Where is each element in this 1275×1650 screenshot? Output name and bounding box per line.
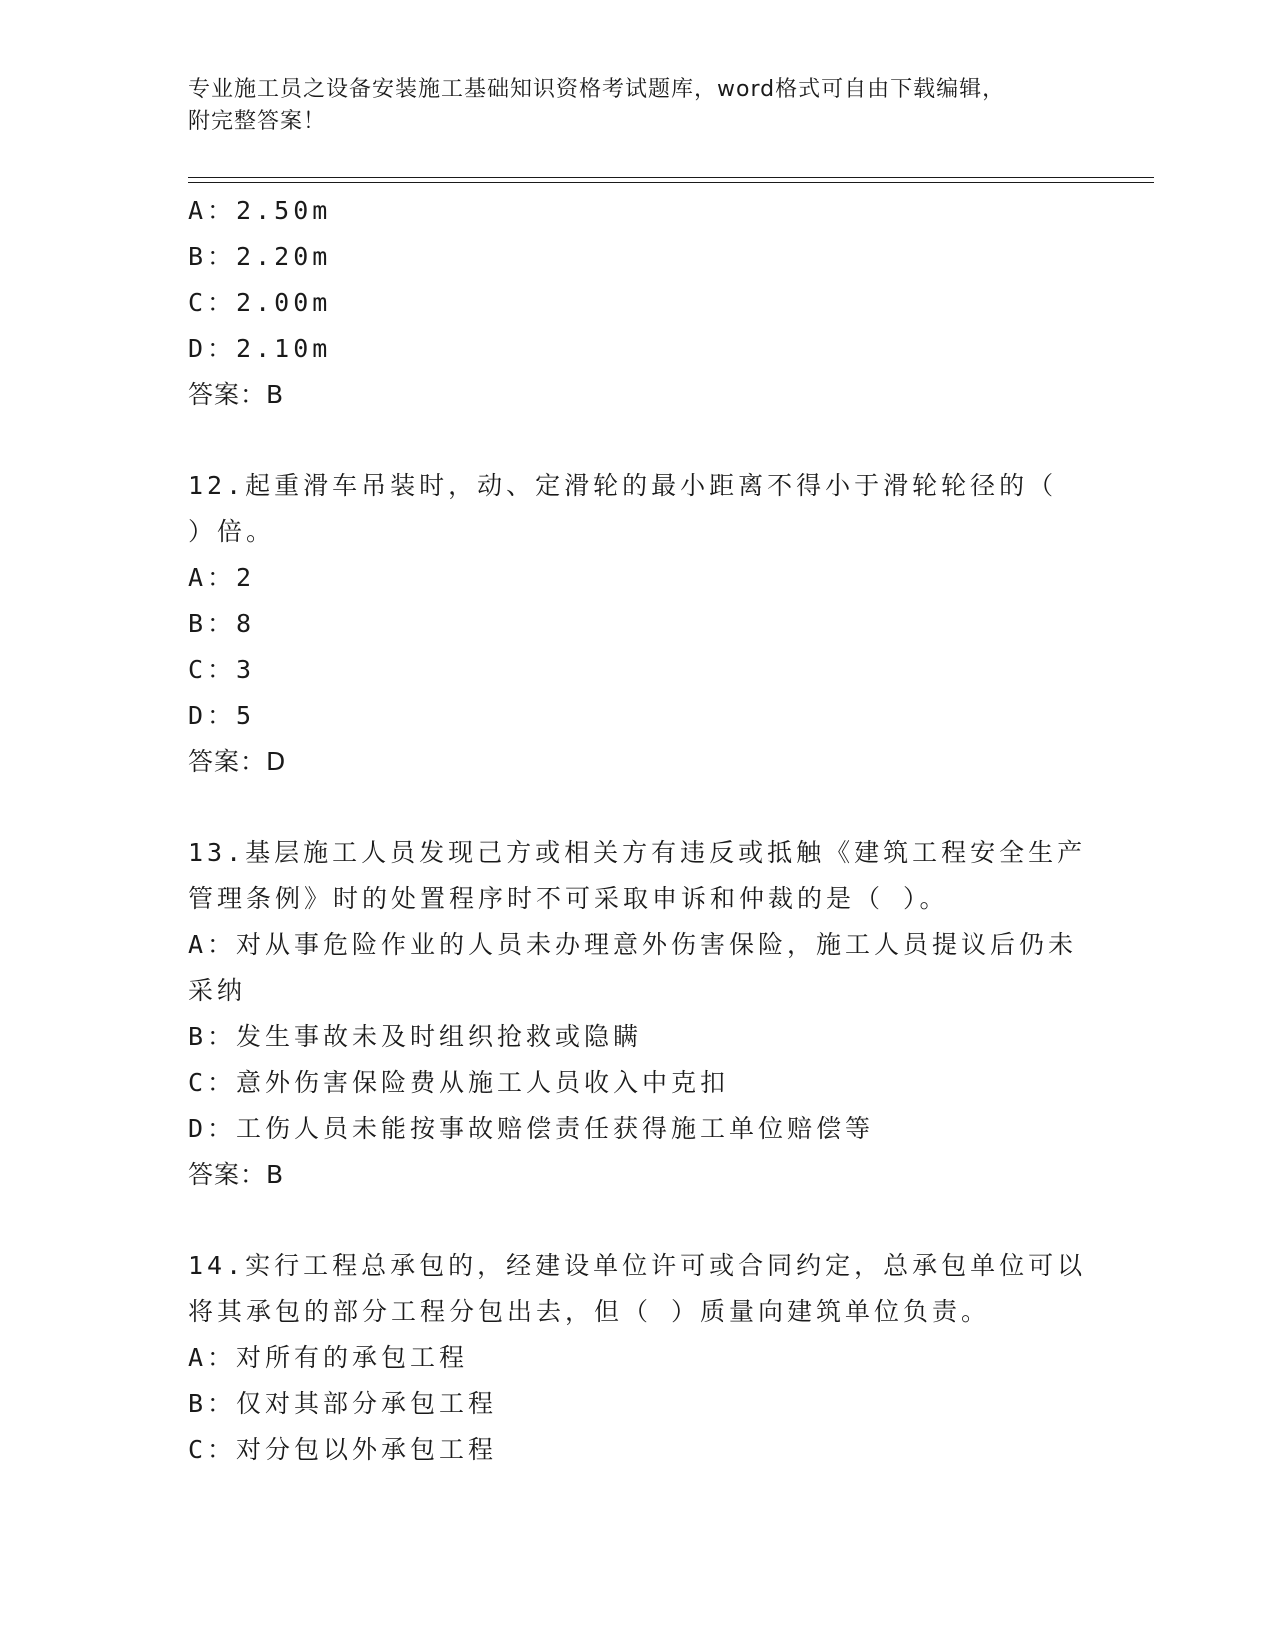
answer-line: 答案：B: [188, 1160, 285, 1189]
question-14-block: [188, 1243, 1088, 1473]
option-a: A：2: [188, 563, 256, 592]
question-13-block: [188, 830, 1088, 1198]
document-header: [188, 74, 1088, 138]
question-stem-line: 将其承包的部分工程分包出去，但（ ）质量向建筑单位负责。: [188, 1297, 991, 1326]
option-c: C：2.00m: [188, 288, 332, 317]
answer-line: 答案：D: [188, 747, 287, 776]
spacer: [188, 1198, 1088, 1243]
option-b: B：2.20m: [188, 242, 332, 271]
option-a: A：对所有的承包工程: [188, 1343, 469, 1372]
option-d: D：5: [188, 701, 256, 730]
question-stem-line: 管理条例》时的处置程序时不可采取申诉和仲裁的是（ ）。: [188, 884, 949, 913]
spacer: [188, 785, 1088, 830]
option-b: B：发生事故未及时组织抢救或隐瞒: [188, 1022, 643, 1051]
question-content: [188, 188, 1088, 1473]
answer-line: 答案：B: [188, 380, 285, 409]
question-stem-line: 14.实行工程总承包的，经建设单位许可或合同约定，总承包单位可以: [188, 1251, 1087, 1280]
option-d: D：2.10m: [188, 334, 332, 363]
option-a: A：2.50m: [188, 196, 332, 225]
question-12-block: [188, 463, 1088, 785]
question-stem-line: 13.基层施工人员发现己方或相关方有违反或抵触《建筑工程安全生产: [188, 838, 1087, 867]
header-divider-top: [188, 177, 1154, 178]
option-c: C：意外伤害保险费从施工人员收入中克扣: [188, 1068, 730, 1097]
option-a-continued: 采纳: [188, 976, 247, 1005]
option-c: C：对分包以外承包工程: [188, 1435, 498, 1464]
header-line-2: 附完整答案！: [188, 109, 327, 134]
spacer: [188, 418, 1088, 463]
option-b: B：8: [188, 609, 256, 638]
question-11-block: [188, 188, 1088, 418]
header-divider-bottom: [188, 182, 1154, 183]
option-d: D：工伤人员未能按事故赔偿责任获得施工单位赔偿等: [188, 1114, 875, 1143]
header-line-1: 专业施工员之设备安装施工基础知识资格考试题库，word格式可自由下载编辑，: [188, 77, 1006, 102]
question-stem-line: 12.起重滑车吊装时，动、定滑轮的最小距离不得小于滑轮轮径的（: [188, 471, 1058, 500]
option-c: C：3: [188, 655, 256, 684]
question-stem-line: ）倍。: [188, 517, 276, 546]
option-a: A：对从事危险作业的人员未办理意外伤害保险，施工人员提议后仍未: [188, 930, 1078, 959]
option-b: B：仅对其部分承包工程: [188, 1389, 498, 1418]
